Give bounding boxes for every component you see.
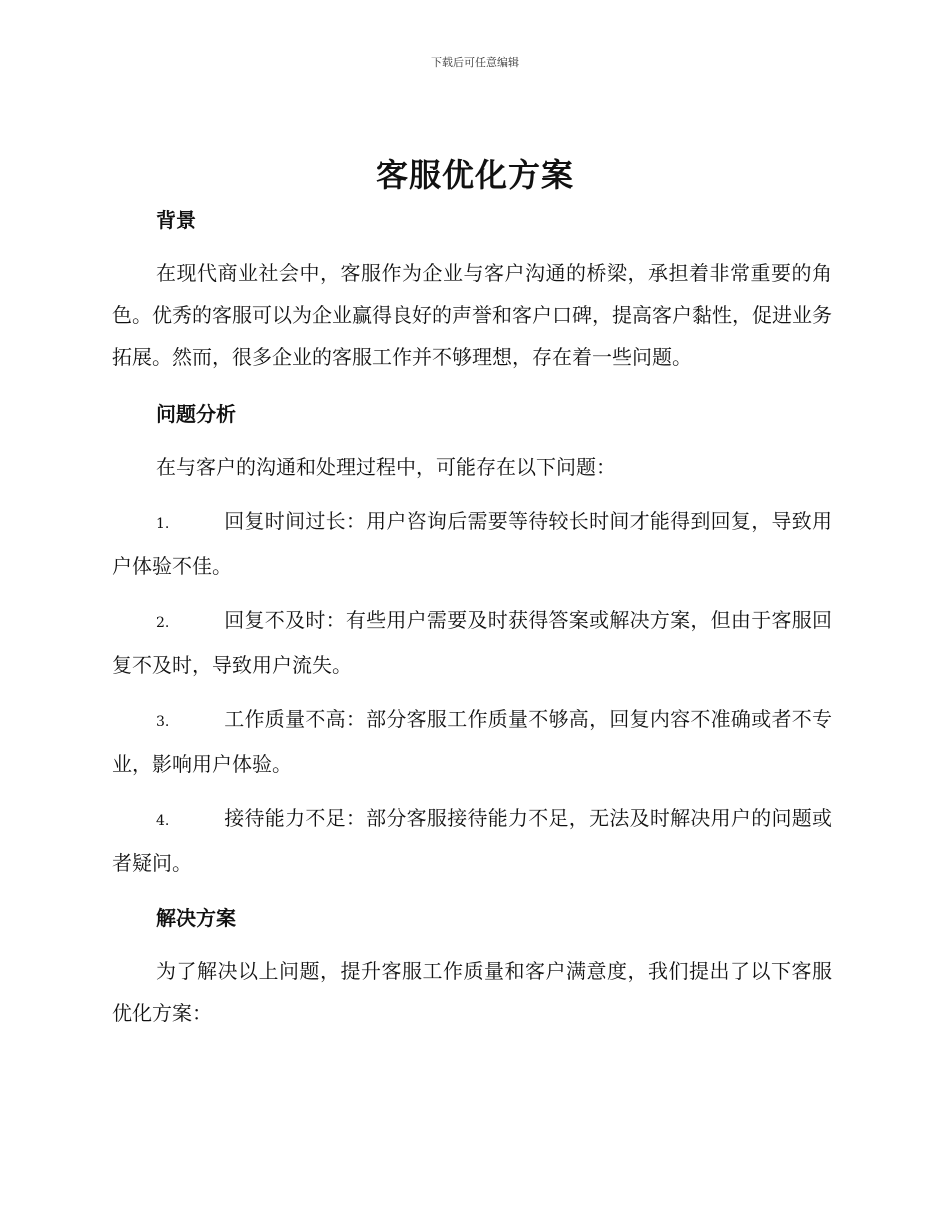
solution-paragraph: 为了解决以上问题，提升客服工作质量和客户满意度，我们提出了以下客服优化方案：: [112, 959, 832, 1025]
list-text: 回复不及时：有些用户需要及时获得答案或解决方案，但由于客服回复不及时，导致用户流失。: [112, 608, 832, 677]
list-number: 4.: [156, 813, 170, 829]
list-item: [112, 500, 832, 587]
document-title: 客服优化方案: [375, 156, 574, 194]
heading-background: 背景: [156, 208, 196, 232]
list-number: 1.: [156, 516, 170, 532]
list-text: 工作质量不高：部分客服工作质量不够高，回复内容不准确或者不专业，影响用户体验。: [112, 707, 832, 776]
document-body: [112, 200, 832, 1034]
list-text: 回复时间过长：用户咨询后需要等待较长时间才能得到回复，导致用户体验不佳。: [112, 509, 832, 578]
heading-solution: 解决方案: [156, 906, 236, 930]
list-item: [112, 599, 832, 686]
heading-analysis: 问题分析: [156, 402, 236, 426]
analysis-intro: 在与客户的沟通和处理过程中，可能存在以下问题：: [156, 455, 616, 479]
list-item: [112, 698, 832, 785]
page-header: 下载后可任意编辑: [431, 56, 519, 69]
list-number: 2.: [156, 615, 170, 631]
background-paragraph: 在现代商业社会中，客服作为企业与客户沟通的桥梁，承担着非常重要的角色。优秀的客服可以为企业赢得良好的声誉和客户口碑，提高客户黏性，促进业务拓展。然而，很多企业的客服工作并不够理想，存在着一些问题。: [112, 261, 832, 369]
list-item: [112, 797, 832, 884]
list-number: 3.: [156, 714, 170, 730]
list-text: 接待能力不足：部分客服接待能力不足，无法及时解决用户的问题或者疑问。: [112, 806, 832, 875]
